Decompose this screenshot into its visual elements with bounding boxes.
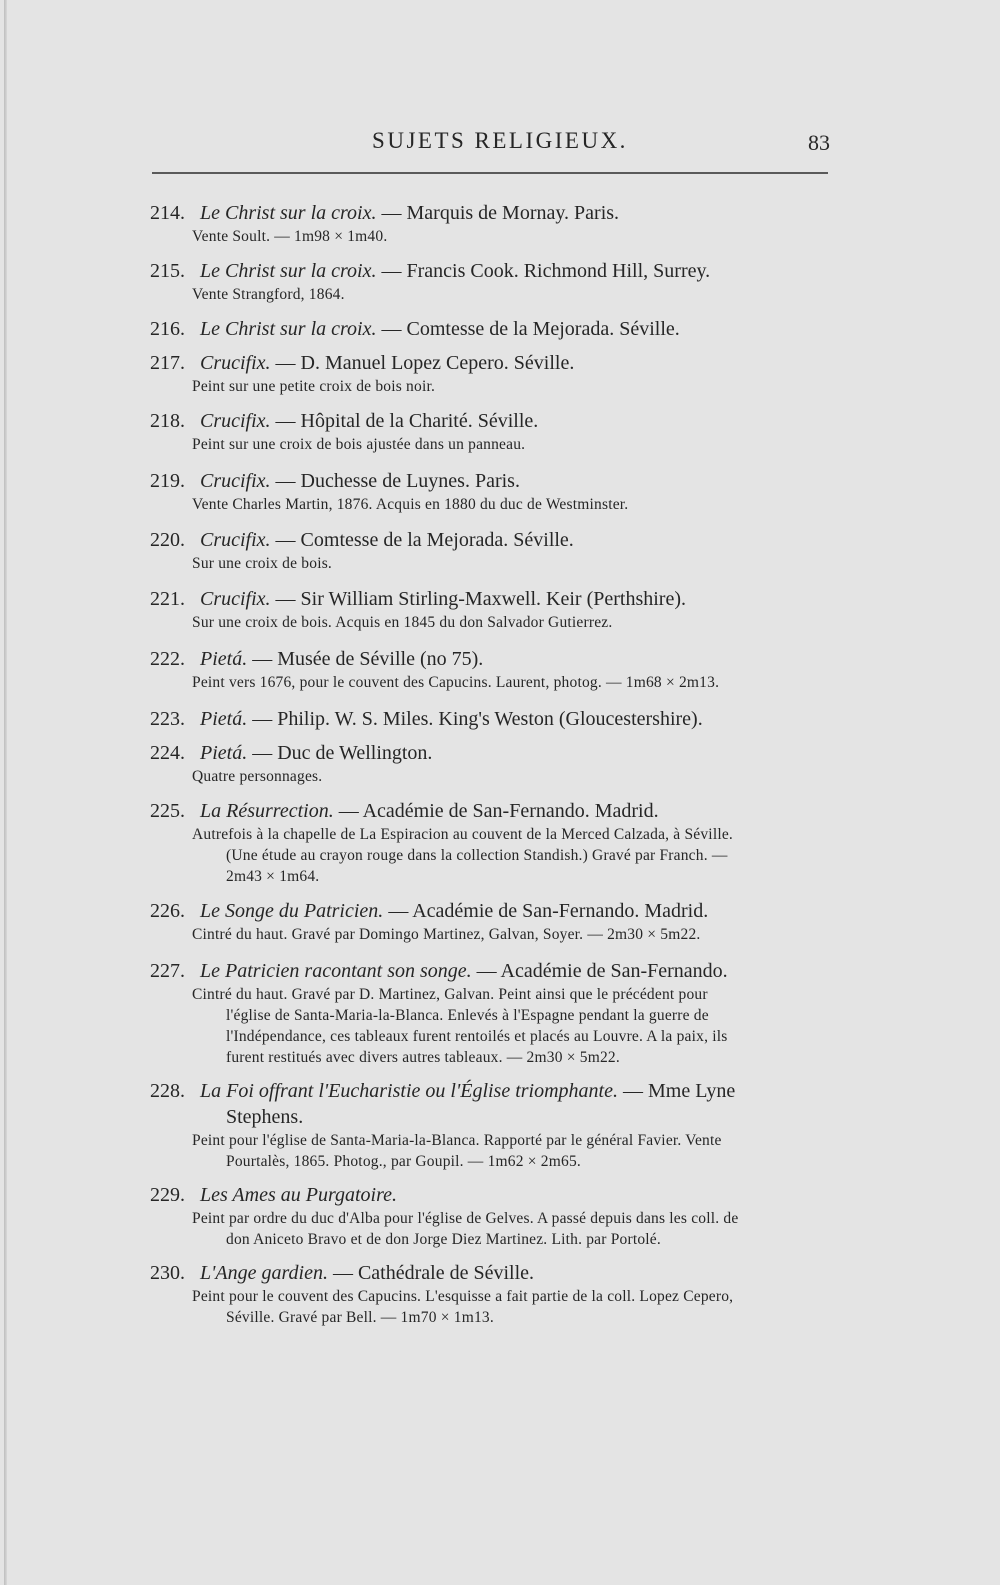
catalogue-entry xyxy=(150,586,840,633)
entry-note: Cintré du haut. Gravé par D. Martinez, Galvan. Peint ainsi que le précédent pour xyxy=(192,986,708,1003)
entry-number: 227. xyxy=(150,960,185,982)
entry-owner: — Philip. W. S. Miles. King's Weston (Gloucestershire). xyxy=(247,708,703,730)
entry-title: La Résurrection. xyxy=(200,800,334,822)
entry-number: 223. xyxy=(150,708,185,730)
entry-title: Le Christ sur la croix. xyxy=(200,202,377,224)
running-header: SUJETS RELIGIEUX. xyxy=(372,128,628,153)
entry-number: 216. xyxy=(150,318,185,340)
entry-owner: — Hôpital de la Charité. Séville. xyxy=(270,410,539,432)
entry-owner: — Sir William Stirling-Maxwell. Keir (Perthshire). xyxy=(270,588,686,610)
entry-number: 225. xyxy=(150,800,185,822)
catalogue-entry xyxy=(150,706,840,732)
entry-note: Autrefois à la chapelle de La Espiracion au couvent de la Merced Calzada, à Séville. xyxy=(192,826,733,843)
entry-title: Pietá. xyxy=(200,742,248,764)
entry-note: Vente Soult. — 1m98 × 1m40. xyxy=(192,228,388,245)
catalogue-entry xyxy=(150,1182,840,1250)
entry-title: Crucifix. xyxy=(200,352,271,374)
entry-title: Crucifix. xyxy=(200,529,271,551)
entry-note: Vente Strangford, 1864. xyxy=(192,286,345,303)
entry-owner: — Comtesse de la Mejorada. Séville. xyxy=(376,318,680,340)
entry-title: Pietá. xyxy=(200,708,248,730)
catalogue-entry xyxy=(150,740,840,787)
entry-title: L'Ange gardien. xyxy=(200,1262,328,1284)
entry-owner: — Marquis de Mornay. Paris. xyxy=(376,202,620,224)
entry-number: 229. xyxy=(150,1184,185,1206)
catalogue-entry xyxy=(150,468,840,515)
entry-number: 220. xyxy=(150,529,185,551)
catalogue-entry xyxy=(150,200,840,247)
entry-owner: — Francis Cook. Richmond Hill, Surrey. xyxy=(376,260,711,282)
entry-owner: — Musée de Séville (no 75). xyxy=(247,648,484,670)
entry-note-continued: l'église de Santa-Maria-la-Blanca. Enlevés à l'Espagne pendant la guerre de xyxy=(226,1007,709,1024)
entry-title: Crucifix. xyxy=(200,470,271,492)
catalogue-entry xyxy=(150,316,840,342)
entry-note-continued: 2m43 × 1m64. xyxy=(226,868,320,885)
entry-number: 219. xyxy=(150,470,185,492)
entry-title: Le Patricien racontant son songe. xyxy=(200,960,472,982)
catalogue-entry xyxy=(150,1260,840,1328)
entry-owner: — Duc de Wellington. xyxy=(247,742,433,764)
entry-owner-continued: Stephens. xyxy=(226,1106,304,1128)
entry-note: Peint sur une croix de bois ajustée dans un panneau. xyxy=(192,436,526,453)
page-number: 83 xyxy=(808,130,830,155)
entry-note-continued: don Aniceto Bravo et de don Jorge Diez Martinez. Lith. par Portolé. xyxy=(226,1231,661,1248)
entry-owner: — Cathédrale de Séville. xyxy=(327,1262,535,1284)
entry-note: Peint vers 1676, pour le couvent des Capucins. Laurent, photog. — 1m68 × 2m13. xyxy=(192,674,720,691)
entry-number: 218. xyxy=(150,410,185,432)
entry-owner: — Académie de San-Fernando. Madrid. xyxy=(333,800,659,822)
catalogue-entry xyxy=(150,898,840,945)
entry-owner: — Duchesse de Luynes. Paris. xyxy=(270,470,520,492)
entry-owner: — Comtesse de la Mejorada. Séville. xyxy=(270,529,574,551)
entry-number: 217. xyxy=(150,352,185,374)
entry-title: Le Christ sur la croix. xyxy=(200,318,377,340)
entry-note: Vente Charles Martin, 1876. Acquis en 1880 du duc de Westminster. xyxy=(192,496,629,513)
entry-title: Le Songe du Patricien. xyxy=(200,900,384,922)
entry-owner: — Académie de San-Fernando. xyxy=(471,960,728,982)
entry-number: 230. xyxy=(150,1262,185,1284)
entry-title: La Foi offrant l'Eucharistie ou l'Église triomphante. xyxy=(200,1080,618,1102)
entry-title: Crucifix. xyxy=(200,588,271,610)
catalogue-entry xyxy=(150,1078,840,1172)
entry-number: 226. xyxy=(150,900,185,922)
catalogue-entry xyxy=(150,408,840,455)
entry-owner: — Académie de San-Fernando. Madrid. xyxy=(383,900,709,922)
entry-note-continued: Séville. Gravé par Bell. — 1m70 × 1m13. xyxy=(226,1309,494,1326)
entry-note-continued: l'Indépendance, ces tableaux furent rentoilés et placés au Louvre. A la paix, ils xyxy=(226,1028,728,1045)
catalogue-entry xyxy=(150,527,840,574)
catalogue-entry xyxy=(150,646,840,693)
catalogue-entry xyxy=(150,258,840,305)
entry-note-continued: (Une étude au crayon rouge dans la collection Standish.) Gravé par Franch. — xyxy=(226,847,728,864)
catalogue-entry xyxy=(150,958,840,1068)
catalogue-entry xyxy=(150,798,840,887)
entry-note: Sur une croix de bois. Acquis en 1845 du don Salvador Gutierrez. xyxy=(192,614,613,631)
entry-number: 221. xyxy=(150,588,185,610)
entry-note: Cintré du haut. Gravé par Domingo Martinez, Galvan, Soyer. — 2m30 × 5m22. xyxy=(192,926,701,943)
entry-number: 228. xyxy=(150,1080,185,1102)
header-rule xyxy=(152,172,828,174)
entry-title: Les Ames au Purgatoire. xyxy=(200,1184,398,1206)
entry-note: Sur une croix de bois. xyxy=(192,555,333,572)
entry-number: 214. xyxy=(150,202,185,224)
entry-owner: — Mme Lyne xyxy=(618,1080,736,1102)
entry-title: Le Christ sur la croix. xyxy=(200,260,377,282)
entry-title: Crucifix. xyxy=(200,410,271,432)
entry-number: 215. xyxy=(150,260,185,282)
entry-owner: — D. Manuel Lopez Cepero. Séville. xyxy=(270,352,575,374)
entry-number: 224. xyxy=(150,742,185,764)
entry-note: Peint pour le couvent des Capucins. L'esquisse a fait partie de la coll. Lopez Cepero, xyxy=(192,1288,734,1305)
entry-number: 222. xyxy=(150,648,185,670)
entry-note-continued: Pourtalès, 1865. Photog., par Goupil. — 1m62 × 2m65. xyxy=(226,1153,581,1170)
entry-note: Peint pour l'église de Santa-Maria-la-Blanca. Rapporté par le général Favier. Vente xyxy=(192,1132,722,1149)
entry-note-continued: furent restitués avec divers autres tableaux. — 2m30 × 5m22. xyxy=(226,1049,620,1066)
catalogue-entry xyxy=(150,350,840,397)
page-edge xyxy=(4,0,7,1585)
entry-note: Peint sur une petite croix de bois noir. xyxy=(192,378,436,395)
entry-note: Peint par ordre du duc d'Alba pour l'église de Gelves. A passé depuis dans les coll. de xyxy=(192,1210,739,1227)
entry-note: Quatre personnages. xyxy=(192,768,323,785)
entry-title: Pietá. xyxy=(200,648,248,670)
